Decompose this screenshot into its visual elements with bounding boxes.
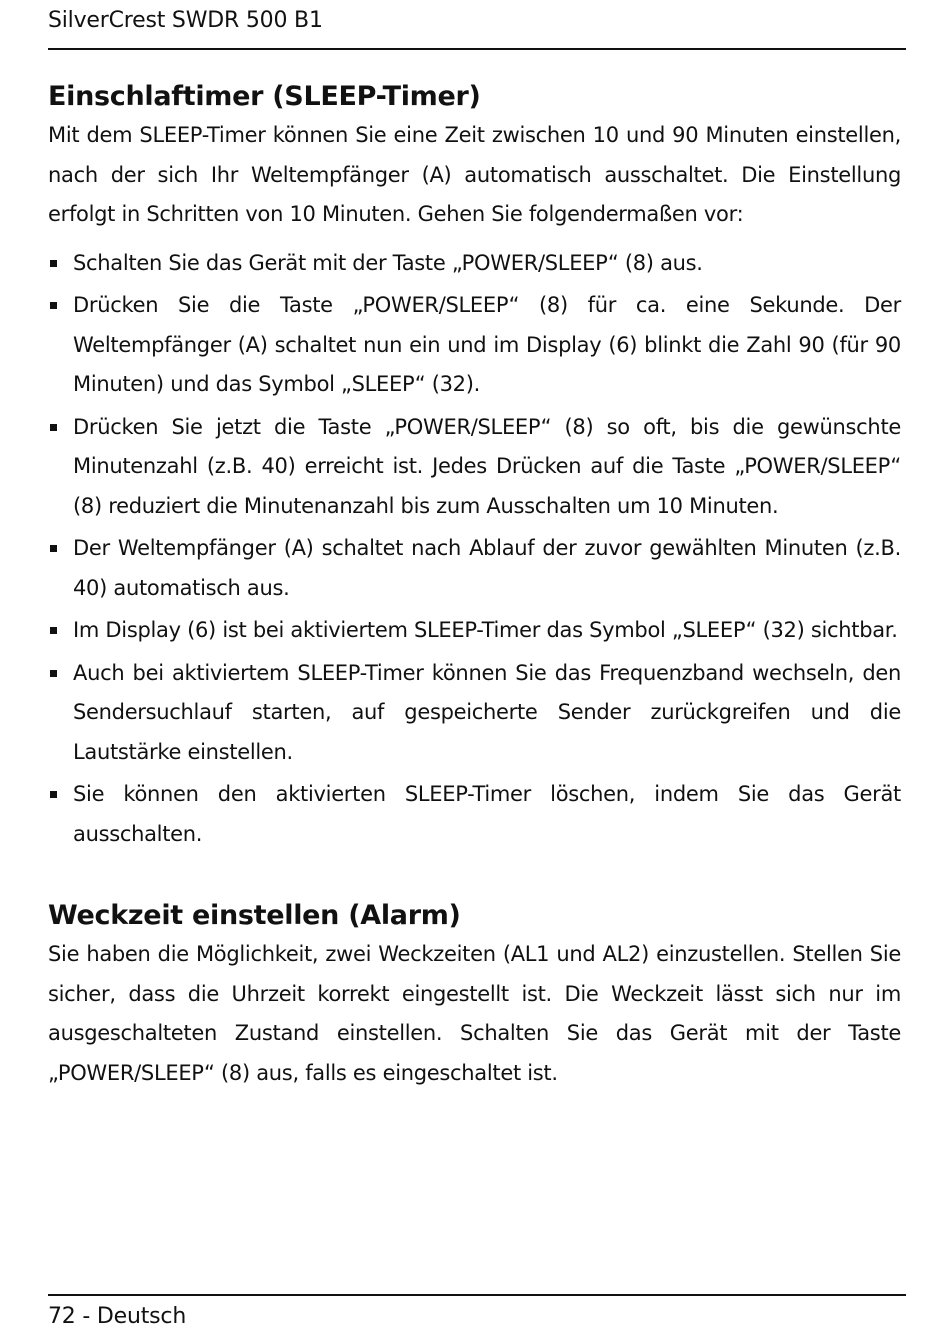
list-item: Drücken Sie jetzt die Taste „POWER/SLEEP“ (8) so oft, bis die gewünschte Minutenzahl (z.B. 40) erreicht ist. Jedes Drücken auf die Taste „POWER/SLEEP“ (8) reduziert die Minutenanzahl bis zum Ausschalten um 10 Minuten. xyxy=(48,408,901,527)
bullet-square-icon xyxy=(50,260,57,267)
list-item: Auch bei aktiviertem SLEEP-Timer können Sie das Frequenzband wechseln, den Sendersuchlauf starten, auf gespeicherte Sender zurückgreifen und die Lautstärke einstellen. xyxy=(48,654,901,773)
section-heading-alarm: Weckzeit einstellen (Alarm) xyxy=(48,900,461,931)
list-item: Drücken Sie die Taste „POWER/SLEEP“ (8) für ca. eine Sekunde. Der Weltempfänger (A) schaltet nun ein und im Display (6) blinkt die Zahl 90 (für 90 Minuten) und das Symbol „SLEEP“ (32). xyxy=(48,286,901,405)
page-number-footer: 72 - Deutsch xyxy=(48,1304,187,1329)
section-sleep-timer xyxy=(48,78,901,854)
running-header: SilverCrest SWDR 500 B1 xyxy=(48,8,323,33)
bullet-square-icon xyxy=(50,791,57,798)
bullet-square-icon xyxy=(50,627,57,634)
bullet-square-icon xyxy=(50,670,57,677)
section-alarm xyxy=(48,897,901,1093)
header-rule xyxy=(48,48,906,50)
page-content xyxy=(48,78,901,1093)
section-intro-sleep-timer: Mit dem SLEEP-Timer können Sie eine Zeit zwischen 10 und 90 Minuten einstellen, nach der sich Ihr Weltempfänger (A) automatisch ausschaltet. Die Einstellung erfolgt in Schritten von 10 Minuten. Gehen Sie folgendermaßen vor: xyxy=(48,123,901,226)
list-item: Schalten Sie das Gerät mit der Taste „POWER/SLEEP“ (8) aus. xyxy=(48,244,901,284)
footer-rule xyxy=(48,1294,906,1296)
bullet-square-icon xyxy=(50,302,57,309)
bullet-square-icon xyxy=(50,424,57,431)
sleep-timer-steps-list xyxy=(48,244,901,855)
list-item: Der Weltempfänger (A) schaltet nach Ablauf der zuvor gewählten Minuten (z.B. 40) automatisch aus. xyxy=(48,529,901,608)
list-item: Im Display (6) ist bei aktiviertem SLEEP-Timer das Symbol „SLEEP“ (32) sichtbar. xyxy=(48,611,901,651)
bullet-square-icon xyxy=(50,545,57,552)
list-item: Sie können den aktivierten SLEEP-Timer löschen, indem Sie das Gerät ausschalten. xyxy=(48,775,901,854)
section-heading-sleep-timer: Einschlaftimer (SLEEP-Timer) xyxy=(48,81,481,112)
section-intro-alarm: Sie haben die Möglichkeit, zwei Weckzeiten (AL1 und AL2) einzustellen. Stellen Sie sicher, dass die Uhrzeit korrekt eingestellt ist. Die Weckzeit lässt sich nur im ausgeschalteten Zustand einstellen. Schalten Sie das Gerät mit der Taste „POWER/SLEEP“ (8) aus, falls es eingeschaltet ist. xyxy=(48,942,901,1085)
